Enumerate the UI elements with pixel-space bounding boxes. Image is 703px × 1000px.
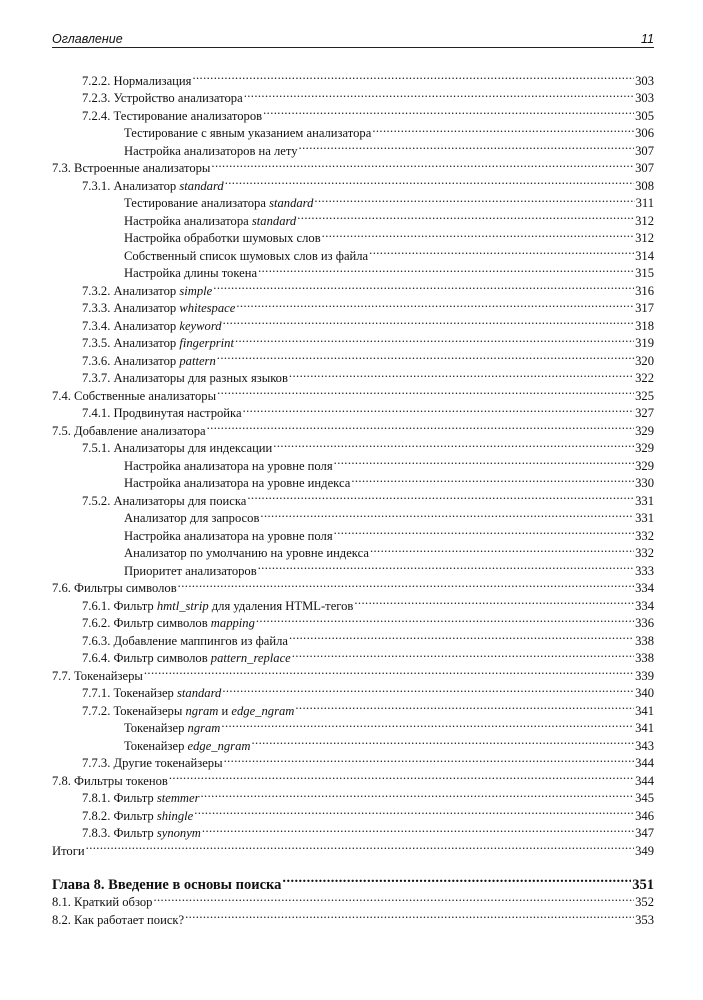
toc-entry-page: 331 — [635, 511, 654, 525]
toc-entry-title-italic: pattern_replace — [210, 651, 291, 665]
toc-entry-title-text: 7.3.2. Анализатор — [82, 283, 180, 298]
toc-entry-page: 316 — [635, 283, 654, 298]
toc-entry-title — [52, 388, 216, 406]
toc-entry-page: 336 — [635, 616, 654, 630]
toc-entry-title — [82, 300, 235, 318]
toc-leader-dots — [263, 102, 634, 120]
toc-entry-title — [82, 440, 272, 458]
header-page-number: 11 — [641, 32, 654, 46]
toc-entry-title-italic: edge_ngram — [187, 738, 251, 753]
toc-entry-title-text: Итоги — [52, 843, 85, 858]
toc-entry — [52, 837, 654, 858]
toc-entry-title — [82, 790, 200, 808]
toc-entry-title — [82, 178, 224, 196]
toc-entry-title — [124, 510, 259, 528]
toc-entry-title — [124, 458, 333, 476]
toc-leader-dots — [243, 400, 635, 418]
toc-entry-title — [82, 90, 243, 108]
toc-entry-title-italic: shingle — [156, 808, 194, 823]
toc-leader-dots — [192, 67, 634, 85]
toc-entry-title-text: Токенайзер — [124, 721, 188, 735]
toc-entry-page: 353 — [635, 912, 654, 927]
toc-leader-dots — [244, 85, 634, 103]
toc-entry-page: 343 — [635, 738, 654, 753]
toc-entry-title-text: 7.3. Встроенные анализаторы — [52, 161, 211, 175]
page-header — [52, 28, 654, 48]
toc-entry-page: 305 — [635, 108, 654, 123]
toc-entry-title-text: 7.3.3. Анализатор — [82, 301, 180, 315]
toc-entry-title-text: 7.6.3. Добавление маппингов из файла — [82, 633, 288, 648]
toc-entry-title-text: 7.4. Собственные анализаторы — [52, 388, 217, 403]
toc-entry-title-text: 7.7.1. Токенайзер — [82, 686, 177, 700]
toc-entry-page: 329 — [635, 441, 654, 455]
toc-leader-dots — [169, 767, 634, 785]
toc-entry-title-text: Анализатор по умолчанию на уровне индекса — [124, 546, 369, 560]
toc-leader-dots — [322, 225, 634, 243]
toc-entry-title-text: Приоритет анализаторов — [124, 563, 257, 578]
toc-leader-dots — [297, 207, 634, 225]
toc-entry-title-italic: fingerprint — [179, 336, 234, 350]
toc-leader-dots — [282, 867, 631, 889]
toc-leader-dots — [314, 190, 634, 208]
toc-entry-page: 334 — [635, 581, 654, 595]
toc-leader-dots — [178, 575, 634, 593]
toc-entry-title — [52, 668, 143, 686]
toc-entry-title — [82, 808, 193, 826]
toc-leader-dots — [236, 295, 634, 313]
toc-entry-title — [82, 283, 212, 301]
toc-entry-title — [52, 843, 85, 861]
toc-leader-dots — [369, 242, 634, 260]
toc-entry-title — [82, 353, 216, 371]
toc-leader-dots — [144, 662, 634, 680]
toc-entry-title — [52, 423, 206, 441]
toc-entry-title-italic: standard — [179, 178, 224, 193]
toc-chapter-entry — [52, 867, 654, 893]
toc-entry-page: 307 — [635, 143, 654, 158]
toc-entry-title-text: 7.4.1. Продвинутая настройка — [82, 406, 242, 420]
toc-entry-page: 341 — [635, 721, 654, 735]
toc-entry-title-italic: hmtl_strip — [156, 598, 209, 613]
toc-entry-title — [124, 528, 333, 546]
toc-entry-title-text: 7.7.3. Другие токенайзеры — [82, 756, 223, 770]
toc-leader-dots — [258, 557, 634, 575]
toc-entry-title-text: Настройка анализаторов на лету — [124, 143, 298, 158]
toc-entry-page: 332 — [635, 546, 654, 560]
toc-entry-title — [82, 335, 234, 353]
toc-entry-title-italic: standard — [269, 196, 314, 210]
toc-entry-page: 344 — [635, 756, 654, 770]
toc-entry-title-text: Настройка длины токена — [124, 266, 258, 280]
toc-leader-dots — [370, 540, 634, 558]
toc-entry-page: 314 — [635, 248, 654, 263]
toc-entry-title-text: 7.6.4. Фильтр символов — [82, 651, 211, 665]
toc-entry-title-text: 7.3.5. Анализатор — [82, 336, 180, 350]
toc-entry-page: 333 — [635, 563, 654, 578]
toc-entry-title — [82, 318, 222, 336]
toc-leader-dots — [201, 785, 635, 803]
toc-entry-title-italic: simple — [179, 283, 213, 298]
toc-entry-title — [52, 580, 177, 598]
toc-entry-title — [52, 912, 184, 930]
toc-entry-title-italic: standard — [177, 686, 222, 700]
toc-entry-page: 332 — [635, 528, 654, 543]
toc-entry-title — [82, 108, 262, 126]
toc-entry-title-text: Настройка анализатора на уровне поля — [124, 528, 333, 543]
toc-leader-dots — [256, 610, 634, 628]
toc-entry-page: 318 — [635, 318, 654, 333]
toc-leader-dots — [211, 155, 634, 173]
toc-leader-dots — [354, 592, 634, 610]
toc-entry-page: 349 — [635, 843, 654, 858]
toc-entry-title — [124, 230, 321, 248]
toc-entry-title — [82, 493, 246, 511]
toc-entry-title — [52, 773, 168, 791]
toc-entry-title — [82, 633, 288, 651]
toc-entry-title-text: 8.2. Как работает поиск? — [52, 912, 185, 927]
toc-entry-page: 307 — [635, 161, 654, 175]
toc-entry-page: 303 — [635, 91, 654, 105]
toc-entry-title-text: Токенайзер — [124, 738, 188, 753]
toc-leader-dots — [207, 417, 635, 435]
toc-entry-page: 303 — [635, 73, 654, 88]
toc-entry-page: 315 — [635, 266, 654, 280]
toc-entry-title — [82, 685, 221, 703]
toc-entry-title-text: Настройка обработки шумовых слов — [124, 231, 321, 245]
toc-entry-title-text: 7.6. Фильтры символов — [52, 581, 177, 595]
toc-leader-dots — [351, 470, 634, 488]
toc-entry-title-text: Тестирование анализатора — [124, 196, 270, 210]
toc-entry-title-text: Настройка анализатора на уровне индекса — [124, 476, 351, 490]
toc-leader-dots — [86, 837, 634, 855]
toc-leader-dots — [334, 452, 634, 470]
toc-entry-title-text: 7.6.2. Фильтр символов — [82, 616, 211, 630]
toc-entry-page: 334 — [635, 598, 654, 613]
toc-leader-dots — [258, 260, 634, 278]
toc-entry-page: 317 — [635, 301, 654, 315]
toc-entry-title-italic: whitespace — [179, 301, 236, 315]
toc-entry-title-text: Настройка анализатора — [124, 213, 252, 228]
toc-leader-dots — [213, 277, 634, 295]
toc-leader-dots — [185, 906, 634, 924]
toc-leader-dots — [273, 435, 634, 453]
document-page — [52, 28, 654, 927]
toc-leader-dots — [334, 522, 634, 540]
toc-entry-title-text: 7.7.2. Токенайзеры — [82, 703, 186, 718]
toc-entry-title-text: 7.5.2. Анализаторы для поиска — [82, 493, 247, 508]
toc-entry-title-italic: edge_ngram — [231, 703, 295, 718]
toc-entry-title — [52, 160, 210, 178]
toc-entry-page: 325 — [635, 388, 654, 403]
toc-entry-page: 322 — [635, 371, 654, 385]
toc-leader-dots — [153, 889, 634, 907]
toc-entry-page: 327 — [635, 406, 654, 420]
toc-entry-title-italic: ngram — [185, 703, 219, 718]
toc-entry-title-text: 7.2.4. Тестирование анализаторов — [82, 108, 263, 123]
toc-entry-title-text: 7.3.6. Анализатор — [82, 353, 180, 368]
toc-entry-page: 340 — [635, 686, 654, 700]
toc-entry-page: 320 — [635, 353, 654, 368]
toc-entry-page: 341 — [635, 703, 654, 718]
toc-entry-title-text: Глава 8. Введение в основы поиска — [52, 876, 282, 893]
toc-entry-page: 312 — [635, 231, 654, 245]
toc-entry-page: 338 — [635, 651, 654, 665]
toc-leader-dots — [222, 680, 634, 698]
toc-entry-title — [124, 195, 313, 213]
toc-leader-dots — [292, 645, 634, 663]
toc-entry-page: 306 — [635, 126, 654, 140]
toc-entry-title-text: 7.7. Токенайзеры — [52, 668, 143, 683]
toc-entry-page: 339 — [635, 668, 654, 683]
toc-entry-page: 352 — [635, 895, 654, 909]
toc-leader-dots — [299, 137, 635, 155]
toc-entry-title-text: Тестирование с явным указанием анализатора — [124, 126, 372, 140]
toc-entry-page: 345 — [635, 791, 654, 805]
toc-entry-title — [124, 720, 220, 738]
toc-entry-title — [82, 615, 255, 633]
toc-entry-title-italic: mapping — [210, 616, 255, 630]
toc-entry-title-italic: standard — [251, 213, 297, 228]
toc-leader-dots — [224, 750, 635, 768]
toc-entry-page: 351 — [632, 876, 654, 893]
toc-leader-dots — [194, 802, 634, 820]
toc-entry-page: 346 — [635, 808, 654, 823]
toc-leader-dots — [251, 732, 634, 750]
toc-leader-dots — [225, 172, 634, 190]
table-of-contents — [52, 67, 654, 927]
toc-entry-title-text: 7.8.2. Фильтр — [82, 808, 157, 823]
toc-leader-dots — [217, 382, 634, 400]
toc-leader-dots — [289, 365, 634, 383]
toc-leader-dots — [289, 627, 634, 645]
toc-entry-page: 319 — [635, 336, 654, 350]
toc-entry-title-text: 7.8.1. Фильтр — [82, 791, 157, 805]
toc-entry-page: 330 — [635, 476, 654, 490]
toc-leader-dots — [247, 487, 634, 505]
toc-leader-dots — [235, 330, 634, 348]
toc-entry-page: 338 — [635, 633, 654, 648]
toc-entry-title-italic: pattern — [179, 353, 216, 368]
header-title: Оглавление — [52, 32, 123, 46]
toc-leader-dots — [223, 312, 635, 330]
toc-entry-title-text: Настройка анализатора на уровне поля — [124, 458, 333, 473]
toc-entry-title — [82, 73, 191, 91]
toc-entry-title — [52, 894, 152, 912]
toc-entry-title-text: 7.3.4. Анализатор — [82, 318, 180, 333]
toc-leader-dots — [221, 715, 634, 733]
toc-leader-dots — [260, 505, 634, 523]
toc-entry-title-text: для удаления HTML-тегов — [208, 598, 354, 613]
toc-entry-title-text: Анализатор для запросов — [124, 511, 260, 525]
toc-entry — [52, 67, 654, 88]
toc-entry-title-text: Собственный список шумовых слов из файла — [124, 248, 369, 263]
toc-entry-page: 347 — [635, 826, 654, 840]
toc-entry-title-text: 7.5. Добавление анализатора — [52, 423, 206, 438]
toc-entry-title-italic: stemmer — [156, 791, 200, 805]
toc-entry-page: 311 — [635, 196, 654, 210]
toc-entry-title-text: 7.6.1. Фильтр — [82, 598, 157, 613]
toc-entry-page: 331 — [635, 493, 654, 508]
toc-leader-dots — [202, 820, 634, 838]
toc-entry-title-italic: ngram — [187, 721, 221, 735]
toc-entry-title-text: 7.8.3. Фильтр — [82, 826, 157, 840]
toc-entry-page: 329 — [635, 423, 654, 438]
toc-entry-title-italic: keyword — [179, 318, 222, 333]
toc-entry-page: 344 — [635, 773, 654, 788]
toc-leader-dots — [217, 347, 634, 365]
toc-entry-title-text: 7.3.1. Анализатор — [82, 178, 180, 193]
toc-entry-title-text: 7.2.3. Устройство анализатора — [82, 91, 243, 105]
toc-leader-dots — [372, 120, 634, 138]
toc-entry-title-text: 8.1. Краткий обзор — [52, 895, 153, 909]
toc-entry-page: 308 — [635, 178, 654, 193]
toc-entry-title-text: 7.3.7. Анализаторы для разных языков — [82, 371, 288, 385]
toc-entry-title — [124, 213, 296, 231]
toc-entry-page: 329 — [635, 458, 654, 473]
toc-leader-dots — [295, 697, 634, 715]
toc-entry-title-text: 7.8. Фильтры токенов — [52, 773, 168, 788]
toc-entry-title-text: 7.5.1. Анализаторы для индексации — [82, 441, 273, 455]
toc-entry-title-text: 7.2.2. Нормализация — [82, 73, 192, 88]
toc-entry-title-italic: synonym — [156, 826, 201, 840]
toc-entry-title-text: и — [218, 703, 232, 718]
toc-entry-page: 312 — [635, 213, 654, 228]
